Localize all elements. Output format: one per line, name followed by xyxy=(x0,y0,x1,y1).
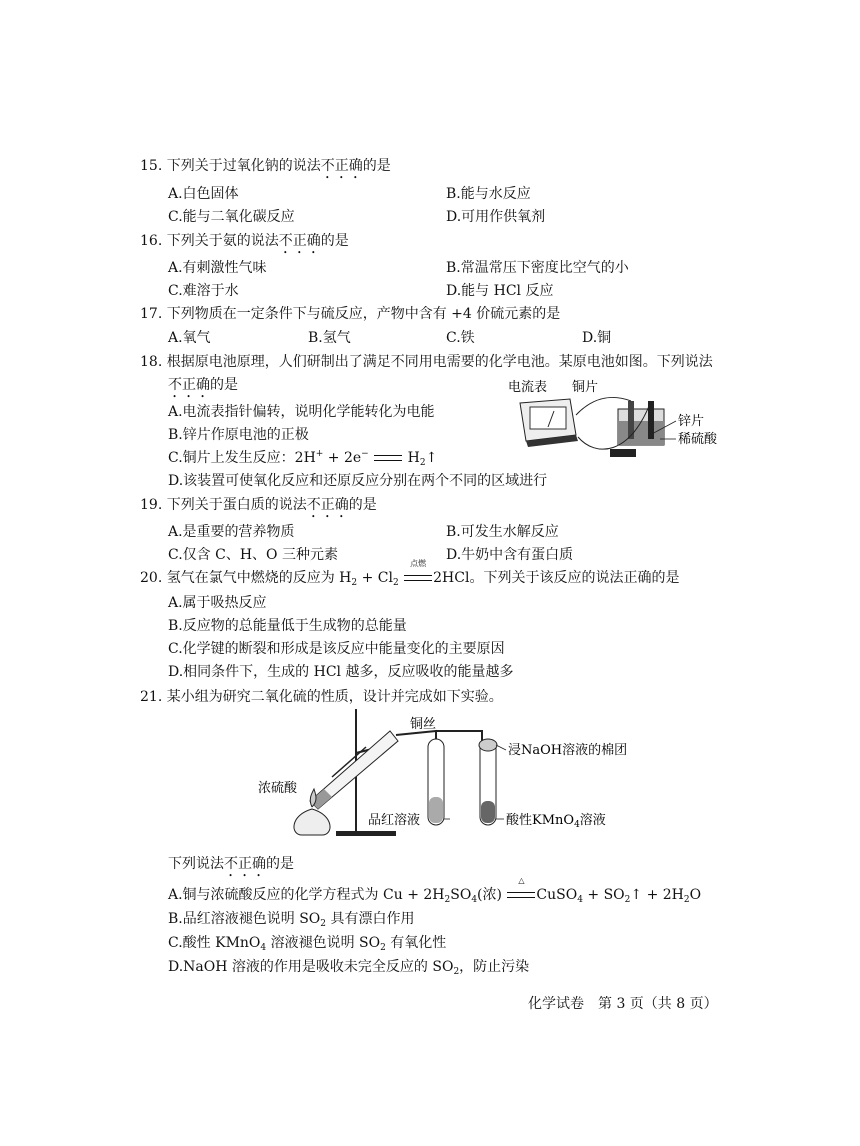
q16-option-a: A.有刺激性气味 xyxy=(168,260,267,276)
q21-option-d: D.NaOH 溶液的作用是吸收未完全反应的 $SO_2$，防止污染 xyxy=(168,959,530,977)
q16-stem: 16. 下列关于氨的说法不正确的是 xyxy=(140,233,349,249)
q15-option-a: A.白色固体 xyxy=(168,186,239,202)
galvanic-cell-figure xyxy=(500,375,730,465)
q15-option-c: C.能与二氧化碳反应 xyxy=(168,209,295,225)
q15-option-b: B.能与水反应 xyxy=(446,186,531,202)
q19-option-a: A.是重要的营养物质 xyxy=(168,524,295,540)
ammeter-label: 电流表 xyxy=(508,380,548,395)
q18-stem: 18. 根据原电池原理，人们研制出了满足不同用电需要的化学电池。某原电池如图。下列说法 xyxy=(140,354,713,370)
conc-acid-label: 浓硫酸 xyxy=(258,781,298,796)
test-tube-slanted-icon xyxy=(310,731,398,809)
acid-label: 稀硫酸 xyxy=(678,432,718,447)
q18-option-a: A.电流表指针偏转，说明化学能转化为电能 xyxy=(168,404,435,420)
q21-option-b: B.品红溶液褪色说明 $SO_2$ 具有漂白作用 xyxy=(168,911,415,929)
so2-apparatus-figure xyxy=(250,703,640,843)
copper-label: 铜片 xyxy=(572,380,599,395)
q17-stem: 17. 下列物质在一定条件下与硫反应，产物中含有 +4 价硫元素的是 xyxy=(140,306,561,322)
q17-option-a: A.氧气 xyxy=(168,330,211,346)
q19-option-b: B.可发生水解反应 xyxy=(446,524,559,540)
q20-stem: 20. 氢气在氯气中燃烧的反应为 $H_2 + Cl_2$ 点燃 2HCl。下列关于该反应的说法正确的是 xyxy=(140,559,680,588)
heat-symbol: △ xyxy=(518,876,525,885)
q18-option-c: C.铜片上发生反应：2H+ + 2e− $H_2↑$ xyxy=(168,449,438,468)
q16-option-d: D.能与 HCl 反应 xyxy=(446,283,554,299)
pinhong-label: 品红溶液 xyxy=(368,813,421,828)
page-footer: 化学试卷 第 3 页（共 8 页） xyxy=(528,996,718,1012)
q18-stem-cont: 不正确的是 xyxy=(168,377,238,393)
q19-option-c: C.仅含 C、H、O 三种元素 xyxy=(168,547,338,563)
kmno4-test-tube-icon xyxy=(479,739,497,825)
q21-sub-stem: 下列说法不正确的是 xyxy=(168,856,294,872)
q18-option-b: B.锌片作原电池的正极 xyxy=(168,427,309,443)
q19-stem: 19. 下列关于蛋白质的说法不正确的是 xyxy=(140,497,377,513)
ammeter-icon xyxy=(520,399,578,447)
q19-option-d: D.牛奶中含有蛋白质 xyxy=(446,547,574,563)
q17-option-d: D.铜 xyxy=(582,330,612,346)
q16-option-c: C.难溶于水 xyxy=(168,283,239,299)
q21-option-c: C.酸性 KMnO$_4$ 溶液褪色说明 $SO_2$ 有氧化性 xyxy=(168,935,447,953)
q21-stem: 21. 某小组为研究二氧化硫的性质，设计并完成如下实验。 xyxy=(140,689,503,705)
q20-option-d: D.相同条件下，生成的 HCl 越多，反应吸收的能量越多 xyxy=(168,664,514,680)
copper-wire-label: 铜丝 xyxy=(410,717,437,732)
switch-icon xyxy=(610,449,636,457)
q20-option-b: B.反应物的总能量低于生成物的总能量 xyxy=(168,618,407,634)
q20-option-a: A.属于吸热反应 xyxy=(168,595,267,611)
cotton-label: 浸NaOH溶液的棉团 xyxy=(508,743,628,758)
q17-option-c: C.铁 xyxy=(446,330,475,346)
kmno4-label: 酸性KMnO$_4$溶液 xyxy=(506,813,606,830)
q15-stem: 15. 下列关于过氧化钠的说法不正确的是 xyxy=(140,158,391,174)
q21-option-a: A.铜与浓硫酸反应的化学方程式为 $Cu + 2H_2SO_4$(浓) △ CuSO$_4$ + $SO_2↑ + 2H_2O$ xyxy=(168,876,702,905)
reaction-condition: 点燃 xyxy=(410,559,427,568)
q16-option-b: B.常温常压下密度比空气的小 xyxy=(446,260,629,276)
q17-option-b: B.氢气 xyxy=(308,330,351,346)
pinhong-test-tube-icon xyxy=(428,739,444,825)
q15-option-d: D.可用作供氧剂 xyxy=(446,209,546,225)
q18-option-d: D.该装置可使氧化反应和还原反应分别在两个不同的区域进行 xyxy=(168,473,548,489)
q20-option-c: C.化学键的断裂和形成是该反应中能量变化的主要原因 xyxy=(168,641,505,657)
zinc-label: 锌片 xyxy=(678,414,705,429)
